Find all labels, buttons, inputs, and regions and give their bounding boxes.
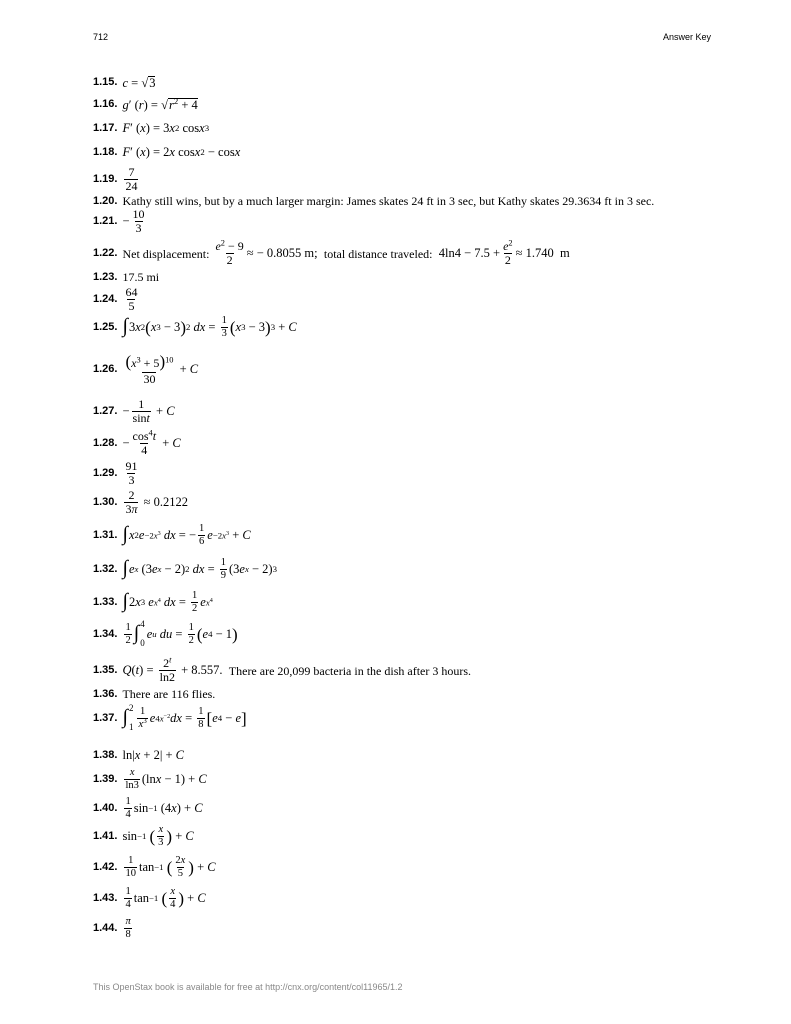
- answer-number: 1.40.: [93, 801, 118, 814]
- answer-text: Kathy still wins, but by a much larger margin: James skates 24 ft in 3 sec, but Kathy skates 29.3634 ft in 3 sec.: [122, 194, 655, 208]
- answer-1-17: 1.17. F ′ ( x ) = 3 x 2 cos x 3: [93, 121, 210, 135]
- answer-number: 1.44.: [93, 921, 118, 934]
- answer-number: 1.16.: [93, 98, 118, 111]
- answer-1-16: 1.16. g ′ ( r ) = √ $r^2 + 4$: [93, 96, 198, 112]
- answer-number: 1.33.: [93, 595, 118, 608]
- answer-1-26: 1.26. $\frac{(x^3 + 5)^{10}}{30}$ + C: [93, 352, 199, 386]
- answer-number: 1.36.: [93, 687, 118, 700]
- answer-1-37: 1.37. ∫ 2 1 $\frac{1}{x^3}$ e $4x^{-2}$ dx = $\frac{1}{8}$ [ e 4 − e ]: [93, 703, 247, 732]
- answer-1-32: 1.32. ∫ e x (3 e x − 2) 2 dx = $\frac{1}{9}$ (3 e x − 2) 3: [93, 557, 277, 581]
- answer-1-27: 1.27. − $\frac{1}{\sin t}$ + C: [93, 397, 175, 426]
- answer-number: 1.21.: [93, 215, 118, 228]
- answer-number: 1.24.: [93, 293, 118, 306]
- answer-text: 17.5 mi: [122, 270, 160, 284]
- answer-1-23: [93, 271, 159, 283]
- answer-number: 1.17.: [93, 121, 118, 134]
- answer-1-44: 1.44. $\frac{\pi}{8}$: [93, 916, 131, 940]
- answer-number: 1.29.: [93, 467, 118, 480]
- answer-number: 1.38.: [93, 748, 118, 761]
- answer-text: There are 116 flies.: [122, 687, 216, 701]
- answer-number: 1.15.: [93, 76, 118, 89]
- answer-1-36: [93, 688, 215, 700]
- answer-1-25: 1.25. ∫ 3 x 2 ( x 3 − 3 ) 2 dx = $\frac{1}{3}$ ( x 3 − 3 ) 3 + C: [93, 315, 297, 339]
- page-number: 712: [93, 32, 109, 42]
- answer-number: 1.43.: [93, 891, 118, 904]
- answer-1-22: 1.22. Net displacement: $\frac{e^2 - 9}{2}$ ≈ − 0.8055 m; total distance traveled: 4ln4 − 7.5 + $\frac{e^2}{2}$ ≈ 1.740 m: [93, 238, 570, 268]
- answer-1-34: 1.34. $\frac{1}{2}$ ∫ 4 0 e u du = $\frac{1}{2}$ ( e 4 − 1 ): [93, 619, 238, 648]
- answer-number: 1.19.: [93, 173, 118, 186]
- answer-number: 1.25.: [93, 320, 118, 333]
- footer-note: This OpenStax book is available for free at http://cnx.org/content/col11965/1.2: [93, 982, 403, 992]
- answer-1-43: 1.43. $\frac{1}{4}$ tan −1 ( $\frac{x}{4}$ ) + C: [93, 886, 206, 910]
- answer-1-15: 1.15. c = √ 3: [93, 75, 156, 90]
- answer-1-19: 1.19. $\frac{7}{24}$: [93, 165, 138, 194]
- answer-1-42: 1.42. $\frac{1}{10}$ tan −1 ( $\frac{2x}{5}$ ) + C: [93, 855, 216, 879]
- answer-number: 1.37.: [93, 711, 118, 724]
- answer-1-41: 1.41. sin −1 ( $\frac{x}{3}$ ) + C: [93, 824, 194, 848]
- answer-number: 1.34.: [93, 627, 118, 640]
- answer-1-24: 1.24. $\frac{64}{5}$: [93, 285, 138, 314]
- answer-number: 1.31.: [93, 528, 118, 541]
- answer-1-33: 1.33. ∫ 2 x 3 e $x^4$ dx = $\frac{1}{2}$ e $x^4$: [93, 590, 213, 614]
- answer-number: 1.20.: [93, 194, 118, 207]
- answer-1-38: 1.38. ln| x + 2| + C: [93, 748, 184, 762]
- answer-number: 1.22.: [93, 247, 118, 260]
- answer-1-18: 1.18. F ′ ( x ) = 2 x cos x 2 − cos x: [93, 145, 241, 159]
- answer-number: 1.41.: [93, 829, 118, 842]
- answer-1-39: 1.39. $\frac{x}{\ln 3}$ (ln x − 1) + C: [93, 767, 207, 791]
- answer-number: 1.30.: [93, 496, 118, 509]
- answer-1-20: [93, 195, 654, 207]
- answer-number: 1.42.: [93, 860, 118, 873]
- answer-number: 1.35.: [93, 664, 118, 677]
- answer-1-30: 1.30. $\frac{2}{3\pi}$ ≈ 0.2122: [93, 488, 188, 517]
- answer-1-35: 1.35. Q ( t ) = $\frac{2^t}{\ln 2}$ + 8.557. There are 20,099 bacteria in the dish after 3 hours.: [93, 655, 472, 685]
- answer-1-29: 1.29. $\frac{91}{3}$: [93, 459, 138, 488]
- answer-number: 1.23.: [93, 270, 118, 283]
- answer-number: 1.39.: [93, 772, 118, 785]
- answer-number: 1.28.: [93, 437, 118, 450]
- answer-number: 1.27.: [93, 405, 118, 418]
- answer-number: 1.26.: [93, 362, 118, 375]
- answer-number: 1.32.: [93, 562, 118, 575]
- answer-number: 1.18.: [93, 145, 118, 158]
- answer-1-40: 1.40. $\frac{1}{4}$ sin −1 (4 x ) + C: [93, 796, 203, 820]
- answer-1-28: 1.28. − $\frac{\cos^4t}{4}$ + C: [93, 428, 181, 458]
- answer-1-31: 1.31. ∫ x 2 e $-2x^3$ dx = − $\frac{1}{6}$ e $-2x^3$ + C: [93, 523, 251, 547]
- answer-1-21: 1.21. − $\frac{10}{3}$: [93, 207, 145, 236]
- section-title: Answer Key: [662, 32, 711, 42]
